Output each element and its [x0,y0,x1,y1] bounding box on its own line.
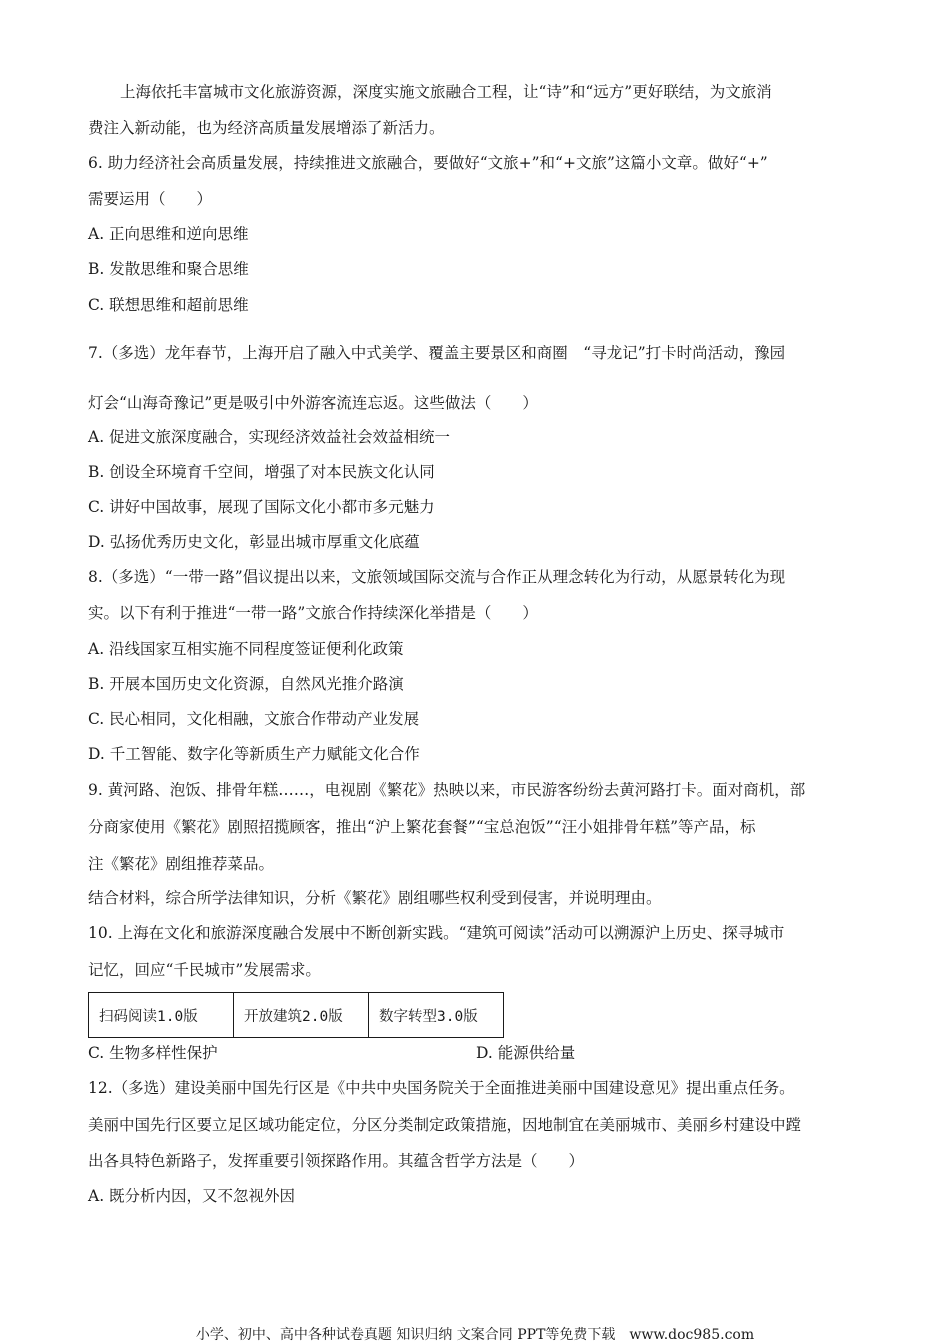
question-7-option-d: D. 弘扬优秀历史文化，彰显出城市厚重文化底蕴 [88,533,420,551]
question-6-option-b: B. 发散思维和聚合思维 [88,260,249,278]
question-11-option-d: D. 能源供给量 [476,1044,576,1062]
question-10-line-2: 记忆，回应“千民城市”发展需求。 [88,961,321,979]
question-6-stem-line-1: 6. 助力经济社会高质量发展，持续推进文旅融合，要做好“文旅+”和“+文旅”这篇小文章。做好“+” [88,154,768,172]
question-8-option-c: C. 民心相同，文化相融，文旅合作带动产业发展 [88,710,420,728]
question-8-option-b: B. 开展本国历史文化资源，自然风光推介路演 [88,675,404,693]
question-11-option-c: C. 生物多样性保护 [88,1044,218,1062]
question-6-option-c: C. 联想思维和超前思维 [88,296,249,314]
question-8-option-a: A. 沿线国家互相实施不同程度签证便利化政策 [88,640,404,658]
question-7-stem-line-1: 7.（多选）龙年春节，上海开启了融入中式美学、覆盖主要景区和商圈 “寻龙记”打卡时尚活动，豫园 [88,344,786,362]
question-8-stem-line-2: 实。以下有利于推进“一带一路”文旅合作持续深化举措是（ ） [88,604,538,622]
question-8-stem-line-1: 8.（多选）“一带一路”倡议提出以来，文旅领域国际交流与合作正从理念转化为行动，从愿景转化为现 [88,568,786,586]
question-7-stem-line-2: 灯会“山海奇豫记”更是吸引中外游客流连忘返。这些做法（ ） [88,394,538,412]
question-9-line-1: 9. 黄河路、泡饭、排骨年糕……，电视剧《繁花》热映以来，市民游客纷纷去黄河路打卡。面对商机，部 [88,781,806,799]
question-7-option-c: C. 讲好中国故事，展现了国际文化小都市多元魅力 [88,498,435,516]
question-10-line-1: 10. 上海在文化和旅游深度融合发展中不断创新实践。“建筑可阅读”活动可以溯源沪上历史、探寻城市 [88,924,785,942]
question-6-stem-line-2: 需要运用（ ） [88,190,213,208]
question-7-option-b: B. 创设全环境育千空间，增强了对本民族文化认同 [88,463,435,481]
question-10-table [88,992,504,1038]
table-cell-open-buildings: 开放建筑2.0版 [234,993,369,1038]
question-12-stem-line-1: 12.（多选）建设美丽中国先行区是《中共中央国务院关于全面推进美丽中国建设意见》提出重点任务。 [88,1079,795,1097]
question-12-stem-line-3: 出各具特色新路子，发挥重要引领探路作用。其蕴含哲学方法是（ ） [88,1152,585,1170]
question-7-option-a: A. 促进文旅深度融合，实现经济效益社会效益相统一 [88,428,451,446]
table-row [89,993,504,1038]
question-9-line-3: 注《繁花》剧组推荐菜品。 [88,855,275,873]
question-8-option-d: D. 千工智能、数字化等新质生产力赋能文化合作 [88,745,420,763]
question-6-option-a: A. 正向思维和逆向思维 [88,225,249,243]
footer-text: 小学、初中、高中各种试卷真题 知识归纳 文案合同 PPT等免费下载 [195,1327,616,1343]
question-12-option-a: A. 既分析内因，又不忽视外因 [88,1187,296,1205]
footer-url-link[interactable]: www.doc985.com [629,1327,755,1343]
intro-paragraph-line-2: 费注入新动能，也为经济高质量发展增添了新活力。 [88,119,445,137]
intro-paragraph-line-1: 上海依托丰富城市文化旅游资源，深度实施文旅融合工程，让“诗”和“远方”更好联结，为文旅消 [120,83,772,101]
question-12-stem-line-2: 美丽中国先行区要立足区域功能定位，分区分类制定政策措施，因地制宜在美丽城市、美丽乡村建设中蹚 [88,1116,802,1134]
table-cell-scan-reading: 扫码阅读1.0版 [89,993,234,1038]
question-9-line-4: 结合材料，综合所学法律知识，分析《繁花》剧组哪些权利受到侵害，并说明理由。 [88,889,662,907]
table-cell-digital-transformation: 数字转型3.0版 [369,993,504,1038]
question-9-line-2: 分商家使用《繁花》剧照招揽顾客，推出“沪上繁花套餐”“宝总泡饭”“汪小姐排骨年糕”等产品，标 [88,818,756,836]
page-footer [0,1324,950,1344]
